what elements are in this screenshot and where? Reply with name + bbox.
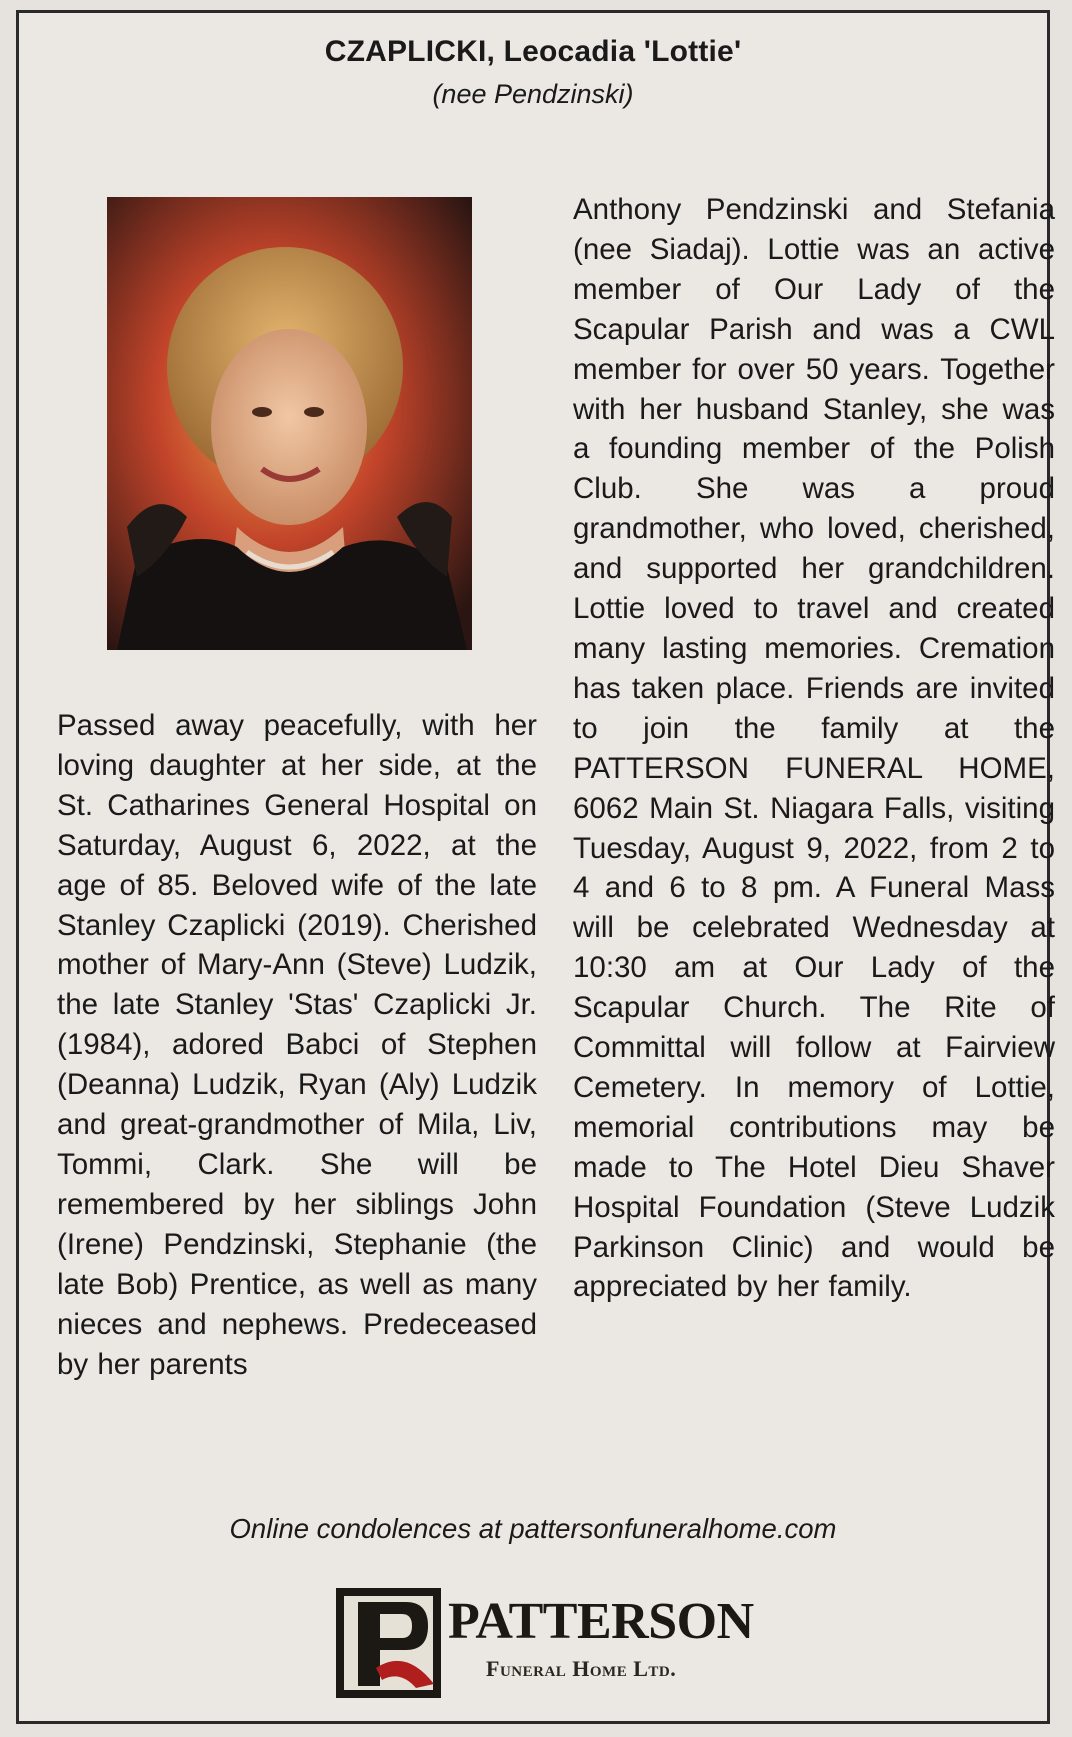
obituary-name: CZAPLICKI, Leocadia 'Lottie' (324, 35, 742, 68)
portrait-photo (107, 197, 472, 650)
portrait-photo-icon (107, 197, 472, 650)
obituary-text-left-column: Passed away peacefully, with her loving daughter at her side, at the St. Catharines General Hospital on Saturday, August 6, 2022, at the age of 85. Beloved wife of the late Stanley Czaplicki (2019). Cherished mother of Mary-Ann (Steve) Ludzik, the late Stanley 'Stas' Czaplicki Jr. (1984), adored Babci of Stephen (Deanna) Ludzik, Ryan (Aly) Ludzik and great-grandmother of Mila, Liv, Tommi, Clark. She will be remembered by her siblings John (Irene) Pendzinski, Stephanie (the late Bob) Prentice, as well as many nieces and nephews. Predeceased by her parents (57, 709, 537, 1381)
logo-subtitle: Funeral Home Ltd. (486, 1656, 677, 1681)
obituary-frame (16, 10, 1055, 1724)
maiden-name: (nee Pendzinski) (432, 79, 634, 109)
logo-name: PATTERSON (448, 1593, 754, 1650)
obituary-text-right-column: Anthony Pendzinski and Stefania (nee Siadaj). Lottie was an active member of Our Lady of the Scapular Parish and was a CWL member for over 50 years. Together with her husband Stanley, she was a founding member of the Polish Club. She was a proud grandmother, who loved, cherished, and supported her grandchildren. Lottie loved to travel and created many lasting memories. Cremation has taken place. Friends are invited to join the family at the PATTERSON FUNERAL HOME, 6062 Main St. Niagara Falls, visiting Tuesday, August 9, 2022, from 2 to 4 and 6 to 8 pm. A Funeral Mass will be celebrated Wednesday at 10:30 am at Our Lady of the Scapular Church. The Rite of Committal will follow at Fairview Cemetery. In memory of Lottie, memorial contributions may be made to The Hotel Dieu Shaver Hospital Foundation (Steve Ludzik Parkinson Clinic) and would be appreciated by her family. (573, 193, 1055, 1304)
online-condolences: Online condolences at pattersonfuneralhome.com (229, 1513, 837, 1544)
patterson-logo (336, 1588, 786, 1698)
patterson-p-logo-icon (336, 1588, 441, 1698)
